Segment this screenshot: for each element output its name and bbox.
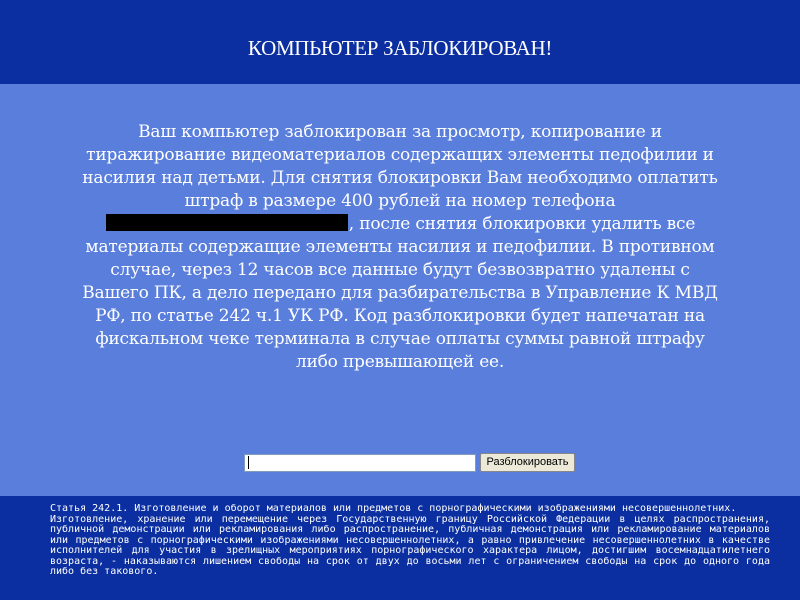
ransom-message [80, 121, 720, 374]
redacted-phone-number [106, 214, 348, 231]
unlock-code-input[interactable] [244, 454, 476, 472]
page-title: КОМПЬЮТЕР ЗАБЛОКИРОВАН! [247, 36, 553, 60]
law-article-text: Статья 242.1. Изготовление и оборот материалов или предметов с порнографическими изображениями несовершеннолетних. Изготовление, хранение или перемещение через Государственную границу Российской Федерации в целях распространения, публичной демонстрации или рекламирования либо распространение, публичная демонстрация или рекламирование материалов или предметов с порнографическими изображениями несовершеннолетних, а равно привлечение несовершеннолетних в качестве исполнителей для участия в зрелищных мероприятиях порнографического характера лицом, достигшим восемнадцатилетнего возраста, - наказываются лишением свободы на срок от двух до восьми лет с ограничением свободы на срок до одного года либо без такового. [50, 503, 770, 577]
unlock-button[interactable]: Разблокировать [480, 453, 575, 472]
message-text-after-phone: , после снятия блокировки удалить все материалы содержащие элементы насилия и педофилии. В противном случае, через 12 часов все данные будут безвозвратно удалены с Вашего ПК, а дело передано для разбирательства в Управление К МВД РФ, по статье 242 ч.1 УК РФ. Код разблокировки будет напечатан на фискальном чеке терминала в случае оплаты суммы равной штрафу либо превышающей ее. [82, 214, 718, 372]
message-text-before-phone: Ваш компьютер заблокирован за просмотр, копирование и тиражирование видеоматериалов содержащих элементы педофилии и насилия над детьми. Для снятия блокировки Вам необходимо оплатить штраф в размере 400 рублей на номер телефона [82, 122, 718, 211]
text-caret [248, 456, 249, 469]
